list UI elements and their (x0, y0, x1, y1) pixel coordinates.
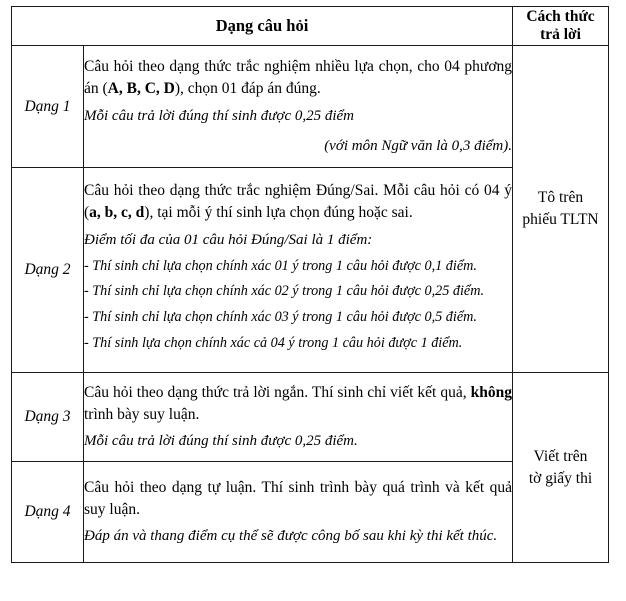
table-row-dang-3 (12, 373, 609, 462)
dang-2-bullet-1: - Thí sinh chỉ lựa chọn chính xác 01 ý trong 1 câu hỏi được 0,1 điểm. (84, 257, 477, 274)
header-answer-method (513, 7, 609, 46)
dang-4-p1-text-a: Câu hỏi theo dạng tự luận. Thí sinh trình bày quá trình và kết quả suy luận. (84, 478, 513, 518)
answer-method-cell-tltn (513, 46, 609, 373)
dang-1-literature-note: (với môn Ngữ văn là 0,3 điểm). (324, 137, 513, 154)
answer-method-cell-giay-thi (513, 373, 609, 563)
table-row-dang-1 (12, 46, 609, 168)
row-body-dang-1 (84, 46, 513, 168)
dang-1-paragraph-1 (84, 56, 512, 99)
dang-2-p1-text-b: ), tại mỗi ý thí sinh lựa chọn đúng hoặc sai. (144, 204, 413, 222)
answer-tltn-line2: phiếu TLTN (522, 211, 599, 228)
dang-1-p1-text-b: ), chọn 01 đáp án đúng. (174, 80, 321, 97)
table-header-row (12, 7, 609, 46)
dang-1-scoring-note: Mỗi câu trả lời đúng thí sinh được 0,25 điểm (84, 107, 355, 124)
dang-2-paragraph-1 (84, 180, 512, 223)
dang-2-bullet-4: - Thí sinh lựa chọn chính xác cả 04 ý trong 1 câu hỏi được 1 điểm. (84, 334, 463, 351)
dang-2-p1-text-a: Câu hỏi theo dạng thức trắc nghiệm Đúng/Sai. Mỗi câu hỏi có 04 ý ( (84, 182, 513, 222)
row-label-dang-3: Dạng 3 (12, 373, 84, 462)
header-answer-method-line1: Cách thức (526, 7, 595, 25)
row-label-dang-1: Dạng 1 (12, 46, 84, 168)
row-body-dang-2 (84, 168, 513, 373)
answer-tltn-line1: Tô trên (537, 189, 584, 206)
exam-question-types-table (11, 6, 609, 563)
row-label-dang-4: Dạng 4 (12, 462, 84, 563)
dang-2-bullet-2: - Thí sinh chỉ lựa chọn chính xác 02 ý trong 1 câu hỏi được 0,25 điểm. (84, 283, 485, 300)
dang-3-scoring-note: Mỗi câu trả lời đúng thí sinh được 0,25 điểm. (84, 433, 358, 450)
row-label-dang-2: Dạng 2 (12, 168, 84, 373)
dang-2-bullet-3: - Thí sinh chỉ lựa chọn chính xác 03 ý trong 1 câu hỏi được 0,5 điểm. (84, 309, 477, 326)
dang-4-answer-key-note: Đáp án và thang điểm cụ thể sẽ được công bố sau khi kỳ thi kết thúc. (84, 528, 498, 545)
dang-3-p1-emphasis: không (470, 383, 513, 401)
dang-4-paragraph-1 (84, 477, 512, 520)
dang-2-max-score-note: Điểm tối đa của 01 câu hỏi Đúng/Sai là 1 điểm: (84, 231, 373, 248)
row-body-dang-3 (84, 373, 513, 462)
dang-3-paragraph-1 (84, 382, 512, 425)
dang-2-p1-options: a, b, c, d (89, 204, 145, 222)
header-question-type: Dạng câu hỏi (12, 7, 513, 46)
answer-giay-thi-line2: tờ giấy thi (528, 469, 593, 487)
dang-3-p1-text-a: Câu hỏi theo dạng thức trả lời ngắn. Thí sinh chỉ viết kết quả, (84, 383, 471, 401)
dang-1-p1-text-a: Câu hỏi theo dạng thức trắc nghiệm nhiều lựa chọn, cho 04 phương án ( (84, 58, 513, 97)
row-body-dang-4 (84, 462, 513, 563)
answer-giay-thi-line1: Viết trên (533, 447, 588, 465)
header-answer-method-line2: trả lời (540, 26, 581, 43)
dang-3-p1-text-b: trình bày suy luận. (84, 405, 200, 423)
dang-1-p1-options: A, B, C, D (107, 80, 175, 97)
